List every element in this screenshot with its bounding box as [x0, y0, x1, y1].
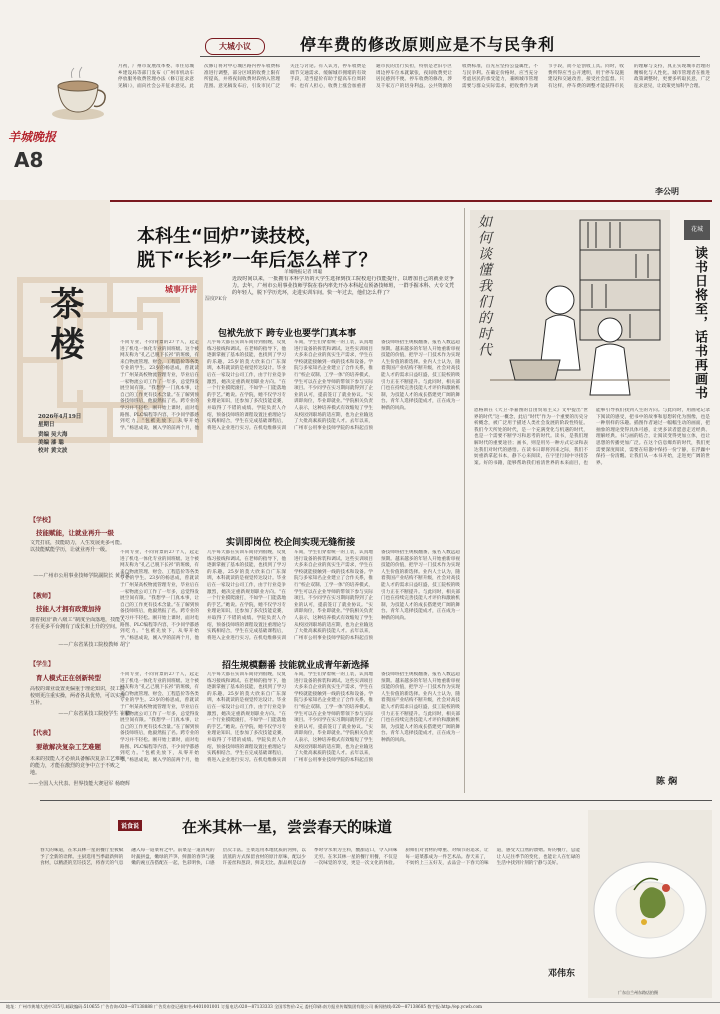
feature-title-line2: 脱下“长衫”一年后怎么样了？	[137, 250, 377, 271]
staff-2: 美编 漆 聪	[38, 440, 64, 446]
sidebar-text: 高校的课业设置更偏重于理论知识，技工院校则更注重实操，两者各具优势，可以实现互补。	[30, 686, 126, 706]
top-headline: 停车费的修改原则应是不与民争利	[300, 35, 556, 54]
badge-main: 城事开讲	[165, 285, 197, 294]
footer-info: 地址：广州市黄埔大道中315号,邮政编码:510655 广告咨询:020—87138888 广告发布登记通知书:4401001001 订报电话:020—87133333 全国零售价:2元 委托印刷:南方报业传媒集团有限公司 新闻热线:020—87138685 数字报:http://ep.ycwb.com	[6, 1004, 482, 1009]
issue-weekday: 星期日	[38, 422, 55, 428]
tag-badge: 大城小议	[205, 38, 265, 55]
feature-body-3: 不同专业，不同背景的27个人，起走进了机电一体化专业的同班级。这个被网友称为“孔乙己脱下长衫”的班级，有来自物流管理、财会、工程造价等各类专业的学生。23岁的杨思成，曾就读于广州某高校物流管理专业，毕业后在一家物流公司工作了一年多，总觉得发展空间有限。“我想学一门真本事，让自己的工作更有技术含量。”在了解到预备技师班后，他毅然报了名。跨专业的学习并不轻松。刚开始上课时，面对电路图、PLC编程等内容，不少同学都感到吃力。“包袱先放下，从零开始学。”杨思成说，刚入学的前两个月，他几乎每天都在实训车间待到很晚，反复练习接线和调试。在老师的指导下，他逐渐掌握了基本的技能，也找到了学习的乐趣。25岁的莫大欣来自广东深圳，本科就读的是视觉传达设计。毕业后在一家设计公司工作，由于行业竞争激烈，她决定重新规划职业方向。“在一个行业摸爬滚打，不如学一门能落地的手艺。”她说。在学院，她不仅学习专业理论知识，还参加了多次技能竞赛，并取得了不错的成绩。学院负责人介绍，预备技师班的课程设置注重理论与实践相结合，学生在完成基础课程后，将进入企业进行实习。在机电维修实训车间，学生们穿着统一的工装，认真地进行设备的拆装和调试。这些实训项目大多来自企业的真实生产需求，学生在学校就能接触到一线的技术和设备。学院与多家知名企业建立了合作关系，推行“校企双制、工学一体”的培养模式，学生可以在企业导师的带领下参与实际项目。不少同学在实习期间就得到了企业的认可，提前签订了就业协议。“实训即岗位，毕业即就业。”学院相关负责人表示，这种培养模式有效缩短了学生从校园到职场的适应期，也为企业输送了大批高素质的技能人才。去年以来，广州市公用事业技师学院的本科起点预备技师班招生规模翻番，报名人数远超预期。越来越多的年轻人开始重新审视技能的价值，把学习一门技术作为实现人生价值的新选择。业内人士认为，随着我国产业结构不断升级，社会对高技能人才的需求日益旺盛，技工院校的吸引力正在不断提升。与此同时，相关部门也在持续完善技能人才评价和激励机制，为技能人才的成长搭建更广阔的舞台。青年人选择技能成才，正在成为一种新的风尚。	[120, 672, 460, 763]
feature-title-line1: 本科生“回炉”读技校，	[137, 226, 323, 247]
art-text: 恩格斯在《大卫·李嘉图的自由贸易主义》文中提出“世界的时代”这一概念，此后“时代”作为一个重要的历史分析概念，被广泛用于描述人类社会发展的阶段性特征。我们今天所处的时代，是一个充满变化与机遇的时代，也是一个需要不断学习和思考的时代。读书，是我们理解时代的重要途径；画书，则是用另一种方式记录和表达我们对时代的感悟。在读书日即将到来之际，我们不妨重新拿起书本，静下心来阅读，在字里行间中寻找答案。好的书籍，能够帮助我们看清世界的本来面目，也能够引导我们找到人生的方向。与此同时，用画笔记录下阅读的感受，把书中的故事和思想转化为图像，也是一种别样的乐趣。插图作者通过一幅幅生动的画面，把抽象的理论变得具体可感，让更多读者愿意走近经典、理解经典。书与画的结合，让阅读变得更加立体，也让思想的传播更加广泛。在这个信息爆炸的时代，我们更需要深度阅读，需要在喧嚣中保持一份宁静，在浮躁中保持一份清醒。让我们从一本书开始，走进更广阔的世界。	[474, 408, 710, 466]
food-text: 春天的味道，在米其林一星的餐厅里被赋予了全新的诠释。主厨选用当季最新鲜的食材，以精湛的烹饪技艺，将春天的气息融入每一道菜肴之中。前菜是一道清爽的时蔬拼盘，嫩绿的芦笋、鲜甜的春笋与脆嫩的豌豆苗搭配在一起，色彩明快，口感层次丰富。主菜选用本地优质的河鲜，以清蒸的方式保留食材的原汁原味，配以少许姜丝和葱段，鲜美无比。甜品则是以春季时令水果为主料，酸甜适口，令人回味无穷。在米其林一星的餐厅用餐，不仅是一次味觉的享受，更是一次文化的体验。厨师们对食材的尊重、对细节的追求，让每一道菜都成为一件艺术品。春天来了，不妨约上三五好友，去品尝一下春天的味道，感受大自然的馈赠。好的餐厅，总能让人记住季节的变化，也能让人在忙碌的生活中找到片刻的宁静与美好。	[40, 848, 580, 867]
sidebar-tag: 【教师】	[30, 593, 55, 600]
issue-date: 2026年4月19日	[38, 414, 82, 420]
feature-body-1: 不同专业，不同背景的27个人，起走进了机电一体化专业的同班级。这个被网友称为“孔乙己脱下长衫”的班级，有来自物流管理、财会、工程造价等各类专业的学生。23岁的杨思成，曾就读于广州某高校物流管理专业，毕业后在一家物流公司工作了一年多，总觉得发展空间有限。“我想学一门真本事，让自己的工作更有技术含量。”在了解到预备技师班后，他毅然报了名。跨专业的学习并不轻松。刚开始上课时，面对电路图、PLC编程等内容，不少同学都感到吃力。“包袱先放下，从零开始学。”杨思成说，刚入学的前两个月，他几乎每天都在实训车间待到很晚，反复练习接线和调试。在老师的指导下，他逐渐掌握了基本的技能，也找到了学习的乐趣。25岁的莫大欣来自广东深圳，本科就读的是视觉传达设计。毕业后在一家设计公司工作，由于行业竞争激烈，她决定重新规划职业方向。“在一个行业摸爬滚打，不如学一门能落地的手艺。”她说。在学院，她不仅学习专业理论知识，还参加了多次技能竞赛，并取得了不错的成绩。学院负责人介绍，预备技师班的课程设置注重理论与实践相结合，学生在完成基础课程后，将进入企业进行实习。在机电维修实训车间，学生们穿着统一的工装，认真地进行设备的拆装和调试。这些实训项目大多来自企业的真实生产需求，学生在学校就能接触到一线的技术和设备。学院与多家知名企业建立了合作关系，推行“校企双制、工学一体”的培养模式，学生可以在企业导师的带领下参与实际项目。不少同学在实习期间就得到了企业的认可，提前签订了就业协议。“实训即岗位，毕业即就业。”学院相关负责人表示，这种培养模式有效缩短了学生从校园到职场的适应期，也为企业输送了大批高素质的技能人才。去年以来，广州市公用事业技师学院的本科起点预备技师班招生规模翻番，报名人数远超预期。越来越多的年轻人开始重新审视技能的价值，把学习一门技术作为实现人生价值的新选择。业内人士认为，随着我国产业结构不断升级，社会对高技能人才的需求日益旺盛，技工院校的吸引力正在不断提升。与此同时，相关部门也在持续完善技能人才评价和激励机制，为技能人才的成长搭建更广阔的舞台。青年人选择技能成才，正在成为一种新的风尚。	[120, 340, 460, 431]
food-section-rule	[40, 800, 712, 801]
sidebar-headline: 要敢解决复杂工艺难题	[36, 743, 101, 751]
sidebar-author: ——广东省某技工院校教师 胡宁	[58, 642, 130, 648]
footer-rule	[0, 1002, 720, 1003]
food-author: 邓伟东	[548, 969, 576, 979]
sidebar-author: ——广东省某技工院校学生 崔鹏	[58, 711, 130, 717]
book-illustration	[470, 210, 670, 400]
sidebar-text: 未来的技能人才必须具备解决复杂工艺难题的能力，才能在激烈的竞争中立于不败之地。	[30, 756, 126, 776]
column-title: 茶楼	[44, 286, 84, 366]
sidebar-headline: 育人模式正在创新转型	[36, 674, 101, 682]
top-author: 李公明	[655, 186, 679, 196]
art-tag: 花城	[684, 220, 710, 240]
top-section-rule	[40, 200, 712, 202]
food-tag: 说食说	[118, 820, 142, 831]
subhead-1: 包袱先放下 跨专业也要学门真本事	[218, 329, 357, 339]
badge-sub: 湿度PK台	[204, 296, 227, 302]
sidebar-headline: 技能人才拥有政策加持	[36, 605, 101, 613]
art-author: 陈 焖	[656, 777, 678, 787]
sidebar-author: ——全国人大代表、世界技能大赛冠军 杨晓辉	[28, 781, 130, 787]
sidebar-headline: 技能赋能，让就业再升一级	[36, 529, 114, 537]
sidebar-tag: 【学校】	[30, 517, 55, 524]
sidebar-author: ——广州市公用事业技师学院副院长 黄丹岚	[33, 573, 130, 579]
page-number: A8	[14, 148, 44, 172]
feature-body-2: 不同专业，不同背景的27个人，起走进了机电一体化专业的同班级。这个被网友称为“孔乙己脱下长衫”的班级，有来自物流管理、财会、工程造价等各类专业的学生。23岁的杨思成，曾就读于广州某高校物流管理专业，毕业后在一家物流公司工作了一年多，总觉得发展空间有限。“我想学一门真本事，让自己的工作更有技术含量。”在了解到预备技师班后，他毅然报了名。跨专业的学习并不轻松。刚开始上课时，面对电路图、PLC编程等内容，不少同学都感到吃力。“包袱先放下，从零开始学。”杨思成说，刚入学的前两个月，他几乎每天都在实训车间待到很晚，反复练习接线和调试。在老师的指导下，他逐渐掌握了基本的技能，也找到了学习的乐趣。25岁的莫大欣来自广东深圳，本科就读的是视觉传达设计。毕业后在一家设计公司工作，由于行业竞争激烈，她决定重新规划职业方向。“在一个行业摸爬滚打，不如学一门能落地的手艺。”她说。在学院，她不仅学习专业理论知识，还参加了多次技能竞赛，并取得了不错的成绩。学院负责人介绍，预备技师班的课程设置注重理论与实践相结合，学生在完成基础课程后，将进入企业进行实习。在机电维修实训车间，学生们穿着统一的工装，认真地进行设备的拆装和调试。这些实训项目大多来自企业的真实生产需求，学生在学校就能接触到一线的技术和设备。学院与多家知名企业建立了合作关系，推行“校企双制、工学一体”的培养模式，学生可以在企业导师的带领下参与实际项目。不少同学在实习期间就得到了企业的认可，提前签订了就业协议。“实训即岗位，毕业即就业。”学院相关负责人表示，这种培养模式有效缩短了学生从校园到职场的适应期，也为企业输送了大批高素质的技能人才。去年以来，广州市公用事业技师学院的本科起点预备技师班招生规模翻番，报名人数远超预期。越来越多的年轻人开始重新审视技能的价值，把学习一门技术作为实现人生价值的新选择。业内人士认为，随着我国产业结构不断升级，社会对高技能人才的需求日益旺盛，技工院校的吸引力正在不断提升。与此同时，相关部门也在持续完善技能人才评价和激励机制，为技能人才的成长搭建更广阔的舞台。青年人选择技能成才，正在成为一种新的风尚。	[120, 550, 460, 641]
staff-1: 责编 吴大海	[38, 432, 68, 438]
sidebar-tag: 【代表】	[30, 730, 55, 737]
teacup-illustration	[48, 64, 112, 124]
food-photo	[588, 810, 712, 998]
food-headline: 在米其林一星，尝尝春天的味道	[182, 818, 393, 836]
feature-byline: 羊城晚报记者 周聪	[284, 270, 323, 275]
subhead-2: 实训即岗位 校企间实现无缝衔接	[226, 538, 356, 548]
sidebar-text: 文凭打底，技能助力，人生发展更多可能。以技能赋能学历，让就业再升一级。	[30, 540, 126, 553]
staff-3: 校对 黄文波	[38, 448, 68, 454]
paper-logo	[8, 128, 56, 145]
column-divider	[464, 208, 465, 793]
top-headline-rule	[200, 56, 700, 57]
sidebar-tag: 【学生】	[30, 661, 55, 668]
art-headline: 读书日将至，话书再画书	[692, 246, 707, 400]
sidebar-text: 随着我国“新八级工”制度全面落地，技能人才在更多平台拥有了成长和上升的空间。	[30, 617, 126, 630]
paper-name: 羊城晚报	[8, 130, 57, 144]
column-badge	[165, 284, 227, 302]
feature-lede: 近段时间以来，一批拥有本科学历的大学生选择到技工院校进行技能提升，以增加自己的就业竞争力。去年，广州市公用事业技师学院在春内率先开办本科起点预备技师班，一群手握本科、大专文凭的年轻人，脱下学历光环，走进实训车间。快一年过去，他们怎么样了？	[232, 276, 454, 296]
subhead-3: 招生规模翻番 技能就业成青年新选择	[222, 661, 370, 671]
top-article-text: 月初，广州市发展改革委、市住房城乡建设局等部门发布《广州市机动车停放服务收费管理办法（修订征求意见稿）》，面向社会公开征求意见。此次修订将对中心城区路内停车收费标准进行调整，部分区域的收费上限有所提高，并将夜间收费时段纳入管理范围。意见稿发布后，引发市民广泛关注与讨论。有人认为，停车收费是调节交通需求、缓解城市拥堵的有效手段，适当提价有助于提高车位周转率；也有人担心，收费上涨会加重普通市民的出行负担，特别是老旧小区周边停车位本就紧张，夜间收费更让居民感到不便。停车收费的修改，涉及千家万户的切身利益。公共资源的收费标准，首先应坚持公益属性，不与民争利。在确定价格时，应当充分考虑居民的承受能力，兼顾城市管理需要与群众实际需求，把收费作为调节手段，而不是创收工具。同时，收费所得应当公开透明，用于停车设施建设和交通改善，接受社会监督。只有这样，停车费的调整才能获得市民的理解与支持，真正实现城市治理的精细化与人性化。城市管理者在推进政策调整时，更要多听取民意，广泛征求意见，让政策更加科学合理。	[118, 64, 710, 89]
food-photo-caption: 广东自兰州东路店拍摄	[618, 990, 658, 995]
art-vertical-title: 如何谈懂我们的时代	[476, 214, 492, 358]
